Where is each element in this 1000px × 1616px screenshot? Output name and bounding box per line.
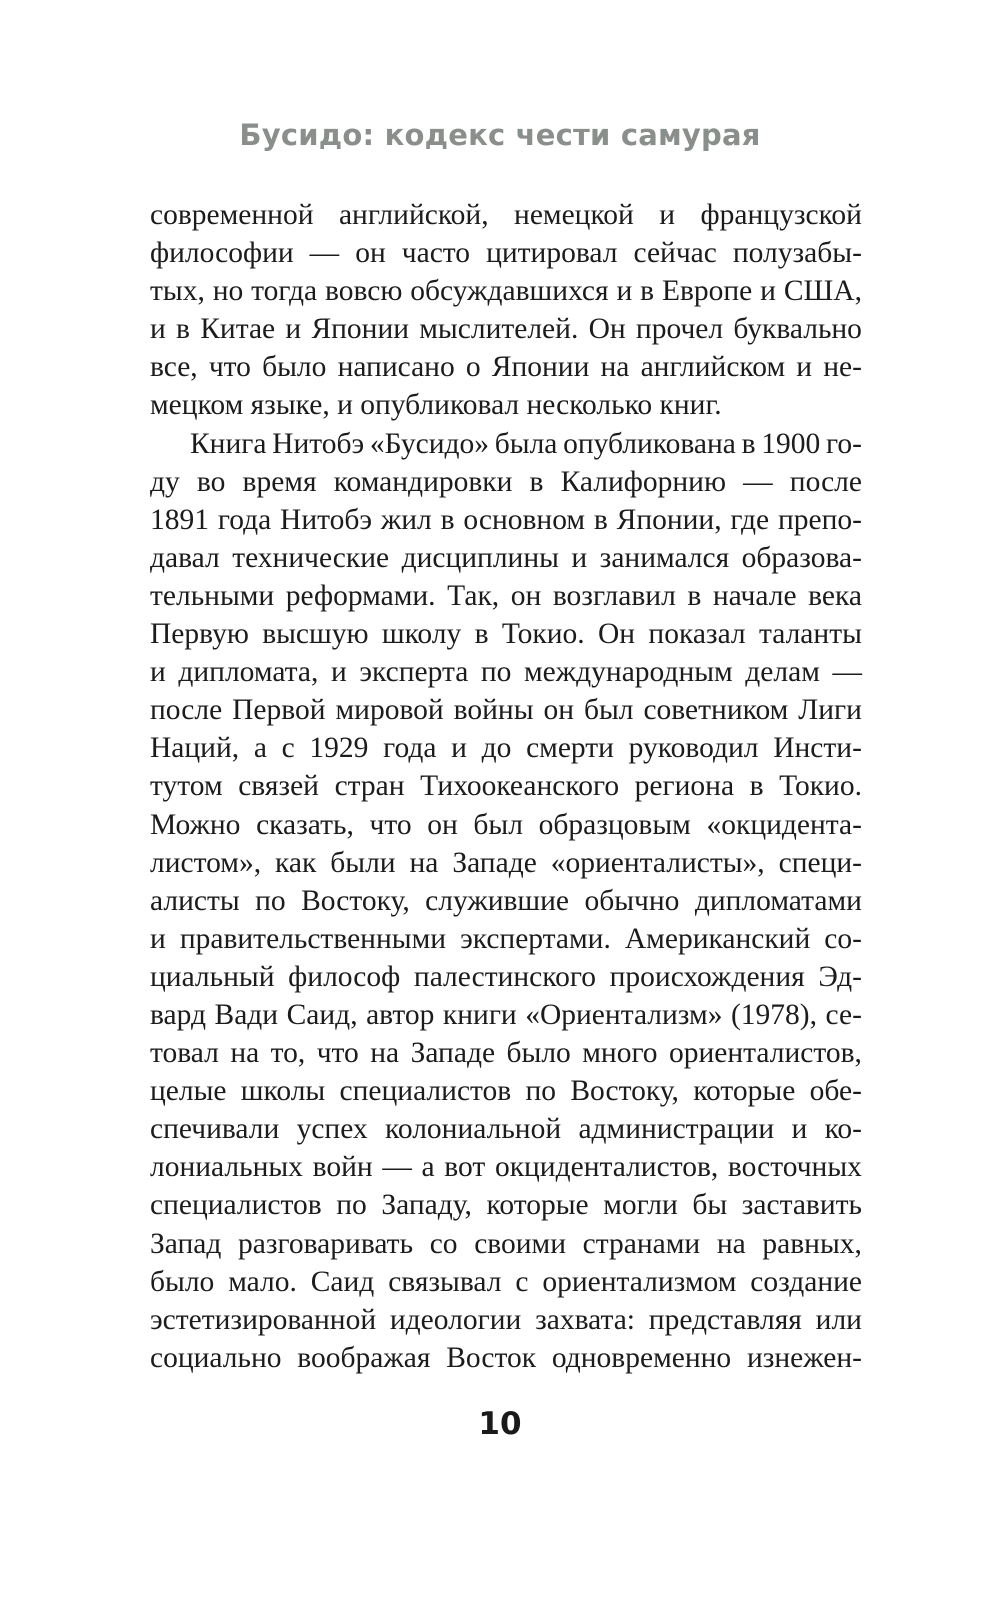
text-line: давал технические дисциплины и занимался образова- (150, 541, 862, 574)
text-line: Книга Нитобэ «Бусидо» была опубликована в 1900 го- (190, 427, 862, 460)
text-line: специалистов по Западу, которые могли бы заставить (150, 1189, 862, 1222)
text-line: спечивали успех колониальной администрации и ко- (150, 1113, 862, 1146)
text-line: товал на то, что на Западе было много ориенталистов, (150, 1037, 862, 1070)
text-line: циальный философ палестинского происхождения Эд- (150, 960, 862, 993)
text-line: алисты по Востоку, служившие обычно дипломатами (150, 884, 862, 917)
text-line: современной английской, немецкой и французской (150, 199, 862, 231)
text-line: мецком языке, и опубликовал несколько книг. (150, 389, 722, 422)
body-text (150, 196, 862, 1377)
page-number: 10 (478, 1406, 522, 1442)
text-line: и правительственными экспертами. Американский со- (150, 922, 862, 955)
text-line: было мало. Саид связывал с ориентализмом создание (150, 1265, 862, 1298)
text-line: Запад разговаривать со своими странами на равных, (150, 1227, 862, 1260)
text-line: социально воображая Восток одновременно изнежен- (150, 1341, 862, 1374)
text-line: тельными реформами. Так, он возглавил в начале века (150, 579, 862, 612)
text-line: 1891 года Нитобэ жил в основном в Японии, где препо- (150, 503, 862, 536)
text-line: философии — он часто цитировал сейчас полузабы- (150, 237, 862, 270)
text-line: тутом связей стран Тихоокеанского региона в Токио. (150, 770, 862, 803)
text-line: целые школы специалистов по Востоку, которые обе- (150, 1075, 862, 1108)
text-line: эстетизированной идеологии захвата: представляя или (150, 1303, 862, 1336)
running-title: Бусидо: кодекс чести самурая (239, 118, 761, 152)
text-line: все, что было написано о Японии на английском и не- (150, 351, 862, 384)
text-line: Можно сказать, что он был образцовым «окцидента- (150, 808, 862, 841)
text-line: после Первой мировой войны он был советником Лиги (150, 694, 862, 727)
text-line: Наций, а с 1929 года и до смерти руководил Инсти- (150, 732, 862, 765)
text-line: и дипломата, и эксперта по международным делам — (150, 656, 862, 689)
text-line: Первую высшую школу в Токио. Он показал таланты (150, 618, 862, 651)
text-line: ду во время командировки в Калифорнию — после (150, 465, 862, 498)
text-line: лониальных войн — а вот окциденталистов, восточных (150, 1151, 862, 1184)
text-line: вард Вади Саид, автор книги «Ориентализм» (1978), се- (150, 998, 862, 1031)
text-line: листом», как были на Западе «ориенталисты», специ- (150, 846, 862, 879)
text-line: и в Китае и Японии мыслителей. Он прочел буквально (150, 313, 862, 346)
text-line: тых, но тогда вовсю обсуждавшихся и в Европе и США, (150, 275, 862, 308)
